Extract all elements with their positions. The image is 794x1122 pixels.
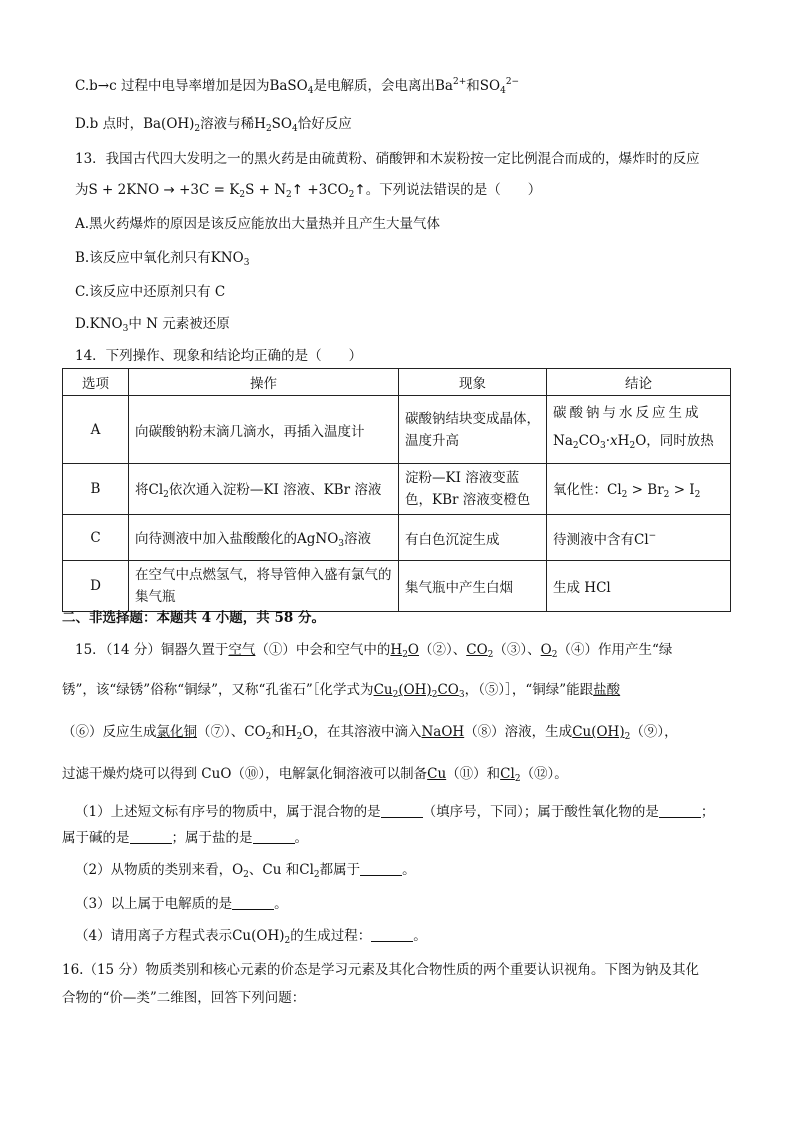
cell-option: C bbox=[63, 515, 129, 561]
table-row-a bbox=[63, 396, 731, 464]
cell-option: A bbox=[63, 396, 129, 464]
text: （⑧）溶液，生成 bbox=[464, 724, 573, 740]
term-naoh: NaOH bbox=[421, 724, 465, 740]
formula: Cl− bbox=[634, 530, 657, 548]
formula: $O_2$ bbox=[232, 862, 249, 880]
text: D.b 点时， bbox=[75, 116, 144, 132]
q12-option-d bbox=[75, 114, 352, 139]
formula: $CO_2$ bbox=[244, 724, 272, 742]
cell-option: B bbox=[63, 464, 129, 515]
text: 依次通入淀粉—KI 溶液、KBr 溶液 bbox=[168, 482, 382, 498]
q13-option-b bbox=[75, 248, 249, 273]
text: 属于碱的是 bbox=[62, 830, 130, 846]
q15-line1 bbox=[75, 640, 672, 665]
answer-blank[interactable] bbox=[360, 861, 402, 876]
text: 溶液 bbox=[344, 530, 372, 547]
text: （③）、 bbox=[493, 642, 541, 658]
text: C.b→c 过程中电导率增加是因为 bbox=[75, 78, 270, 94]
term-cu: Cu bbox=[427, 766, 447, 782]
term-air: 空气 bbox=[228, 642, 256, 658]
text: 为 bbox=[75, 182, 89, 198]
text: （1）上述短文标有序号的物质中，属于混合物的是 bbox=[75, 804, 381, 820]
text: D. bbox=[75, 316, 90, 332]
text: 向待测液中加入盐酸酸化的 bbox=[135, 530, 297, 547]
reaction-equation: $S + 2KNO \to +3C = K_2S$ + $N_2↑$ $+3CO_2↑$ bbox=[88, 182, 366, 200]
text: ； bbox=[700, 804, 715, 820]
text: （2）从物质的类别来看， bbox=[75, 862, 233, 878]
text: B.该反应中氧化剂只有 bbox=[75, 250, 211, 266]
formula-cuoh2: $Cu(OH)_2$ bbox=[572, 724, 631, 742]
text: （⑫）。 bbox=[520, 766, 568, 782]
q14-table bbox=[62, 368, 731, 612]
formula: $Cl_2 > Br_2 > I_2$ bbox=[607, 482, 701, 500]
formula: $KNO_3$ bbox=[210, 250, 250, 268]
text: 碳酸钠与水反应生成 bbox=[553, 405, 702, 421]
text: ；属于盐的是 bbox=[171, 830, 253, 846]
header-option: 选项 bbox=[63, 369, 129, 396]
text: （②）、 bbox=[419, 642, 467, 658]
formula: $Cl_2$ bbox=[299, 862, 320, 880]
formula-h2o: $H_2O$ bbox=[390, 642, 419, 660]
q15-part3 bbox=[75, 894, 288, 914]
q13-option-c: C.该反应中还原剂只有 C bbox=[75, 284, 226, 300]
cell-operation: 在空气中点燃氢气，将导管伸入盛有氯气的集气瓶 bbox=[129, 561, 399, 612]
text: 的生成过程： bbox=[290, 928, 372, 944]
q15-line4 bbox=[62, 764, 568, 789]
text: 和 bbox=[271, 724, 285, 740]
text: 将 bbox=[135, 482, 149, 498]
formula: $H_2SO_4$ bbox=[254, 116, 298, 134]
text: ，同时放热 bbox=[646, 433, 714, 449]
formula: BaSO$_4$ bbox=[269, 78, 314, 96]
cell-option: D bbox=[63, 561, 129, 612]
cell-operation bbox=[129, 464, 399, 515]
text: 氧化性： bbox=[553, 482, 607, 498]
text: 是电解质，会电离出 bbox=[313, 78, 435, 94]
text: 、Cu 和 bbox=[248, 862, 300, 878]
text: 。 bbox=[413, 928, 427, 944]
text: 都属于 bbox=[319, 862, 361, 878]
text: 和 bbox=[466, 78, 480, 94]
q15-line2 bbox=[62, 680, 620, 705]
q15-part1-line1 bbox=[75, 802, 714, 822]
text: （⑦）、 bbox=[197, 724, 245, 740]
text: 。下列说法错误的是（ ） bbox=[365, 182, 542, 198]
cell-conclusion: 生成 HCl bbox=[547, 561, 731, 612]
answer-blank[interactable] bbox=[253, 829, 295, 844]
cell-conclusion bbox=[547, 396, 731, 464]
formula: $H_2O$ bbox=[284, 724, 314, 742]
text: 。 bbox=[274, 896, 288, 912]
text: 。 bbox=[402, 862, 416, 878]
answer-blank[interactable] bbox=[381, 803, 423, 818]
answer-blank[interactable] bbox=[371, 927, 413, 942]
text: （⑥）反应生成 bbox=[62, 724, 157, 740]
formula: $Ba^{2+}$ bbox=[434, 77, 467, 94]
q13-stem-line1: 13．我国古代四大发明之一的黑火药是由硫黄粉、硝酸钾和木炭粉按一定比例混合而成的，爆炸时的反应 bbox=[75, 151, 700, 167]
text: （4）请用离子方程式表示 bbox=[75, 928, 233, 944]
cell-conclusion bbox=[547, 464, 731, 515]
text: 待测液中含有 bbox=[553, 531, 634, 548]
q13-option-d bbox=[75, 314, 230, 339]
formula: $Cl_2$ bbox=[148, 482, 169, 500]
section-title: 二、非选择题：本题共 4 小题，共 58 分。 bbox=[62, 610, 325, 626]
header-operation: 操作 bbox=[129, 369, 399, 396]
table-header-row bbox=[63, 369, 731, 396]
text: 过滤干燥灼烧可以得到 CuO（⑩），电解氯化铜溶液可以制备 bbox=[62, 766, 428, 782]
header-conclusion: 结论 bbox=[547, 369, 731, 396]
q13-stem-line2 bbox=[75, 180, 541, 205]
q16-line2: 合物的“价—类”二维图，回答下列问题： bbox=[62, 990, 306, 1006]
formula-cl2: $Cl_2$ bbox=[500, 766, 521, 784]
text: 15．（14 分）铜器久置于 bbox=[75, 642, 229, 658]
text: ，（⑤）］，“铜绿”能跟 bbox=[464, 682, 594, 698]
answer-blank[interactable] bbox=[232, 895, 274, 910]
cell-operation: 向碳酸钠粉末滴几滴水，再插入温度计 bbox=[129, 396, 399, 464]
text: （⑨）， bbox=[630, 724, 678, 740]
cell-operation bbox=[129, 515, 399, 561]
text: （⑪）和 bbox=[446, 766, 501, 782]
formula-cu2oh2co3: $Cu_2(OH)_2CO_3$ bbox=[373, 682, 465, 700]
formula: $Cu(OH)_2$ bbox=[232, 928, 291, 946]
cell-phenomenon: 碳酸钠结块变成晶体，温度升高 bbox=[399, 396, 547, 464]
q15-line3 bbox=[62, 722, 678, 747]
formula-o2: $O_2$ bbox=[540, 642, 558, 660]
formula: $Ba(OH)_2$ bbox=[143, 116, 201, 134]
text: （④）作用产生“绿 bbox=[557, 642, 673, 658]
formula: AgNO$_3$ bbox=[297, 530, 345, 549]
answer-blank[interactable] bbox=[130, 829, 172, 844]
table-row-b bbox=[63, 464, 731, 515]
formula: $Na_2CO_3\cdot xH_2O$ bbox=[553, 433, 647, 451]
q12-option-c bbox=[75, 72, 519, 101]
formula-co2: $CO_2$ bbox=[466, 642, 494, 660]
q14-stem: 14．下列操作、现象和结论均正确的是（ ） bbox=[75, 348, 363, 364]
cell-phenomenon: 集气瓶中产生白烟 bbox=[399, 561, 547, 612]
cell-phenomenon: 淀粉—KI 溶液变蓝色，KBr 溶液变橙色 bbox=[399, 464, 547, 515]
term-hcl: 盐酸 bbox=[593, 682, 621, 698]
answer-blank[interactable] bbox=[659, 803, 701, 818]
text: 锈”，该“绿锈”俗称“铜绿”，又称“孔雀石”［化学式为 bbox=[62, 682, 374, 698]
table-row-d bbox=[63, 561, 731, 612]
text: （3）以上属于电解质的是 bbox=[75, 896, 233, 912]
text: ，在其溶液中滴入 bbox=[313, 724, 422, 740]
table-row-c bbox=[63, 515, 731, 561]
header-phenomenon: 现象 bbox=[399, 369, 547, 396]
text: 。 bbox=[294, 830, 308, 846]
text: 溶液与稀 bbox=[200, 116, 255, 132]
q16-line1: 16.（15 分）物质类别和核心元素的价态是学习元素及其化合物性质的两个重要认识视角。下图为钠及其化 bbox=[62, 962, 699, 978]
cell-phenomenon: 有白色沉淀生成 bbox=[399, 515, 547, 561]
text: 中 N 元素被还原 bbox=[128, 316, 230, 332]
formula: $SO_4^{2-}$ bbox=[479, 77, 520, 96]
text: （填序号，下同）；属于酸性氧化物的是 bbox=[422, 804, 659, 820]
q15-part2 bbox=[75, 860, 416, 885]
text: （①）中会和空气中的 bbox=[255, 642, 391, 658]
term-cucl2: 氯化铜 bbox=[156, 724, 197, 740]
cell-conclusion bbox=[547, 515, 731, 561]
q13-option-a: A.黑火药爆炸的原因是该反应能放出大量热并且产生大量气体 bbox=[75, 216, 441, 232]
q15-part4 bbox=[75, 926, 427, 951]
formula: $KNO_3$ bbox=[89, 316, 129, 334]
text: 恰好反应 bbox=[297, 116, 352, 132]
q15-part1-line2 bbox=[62, 828, 308, 848]
